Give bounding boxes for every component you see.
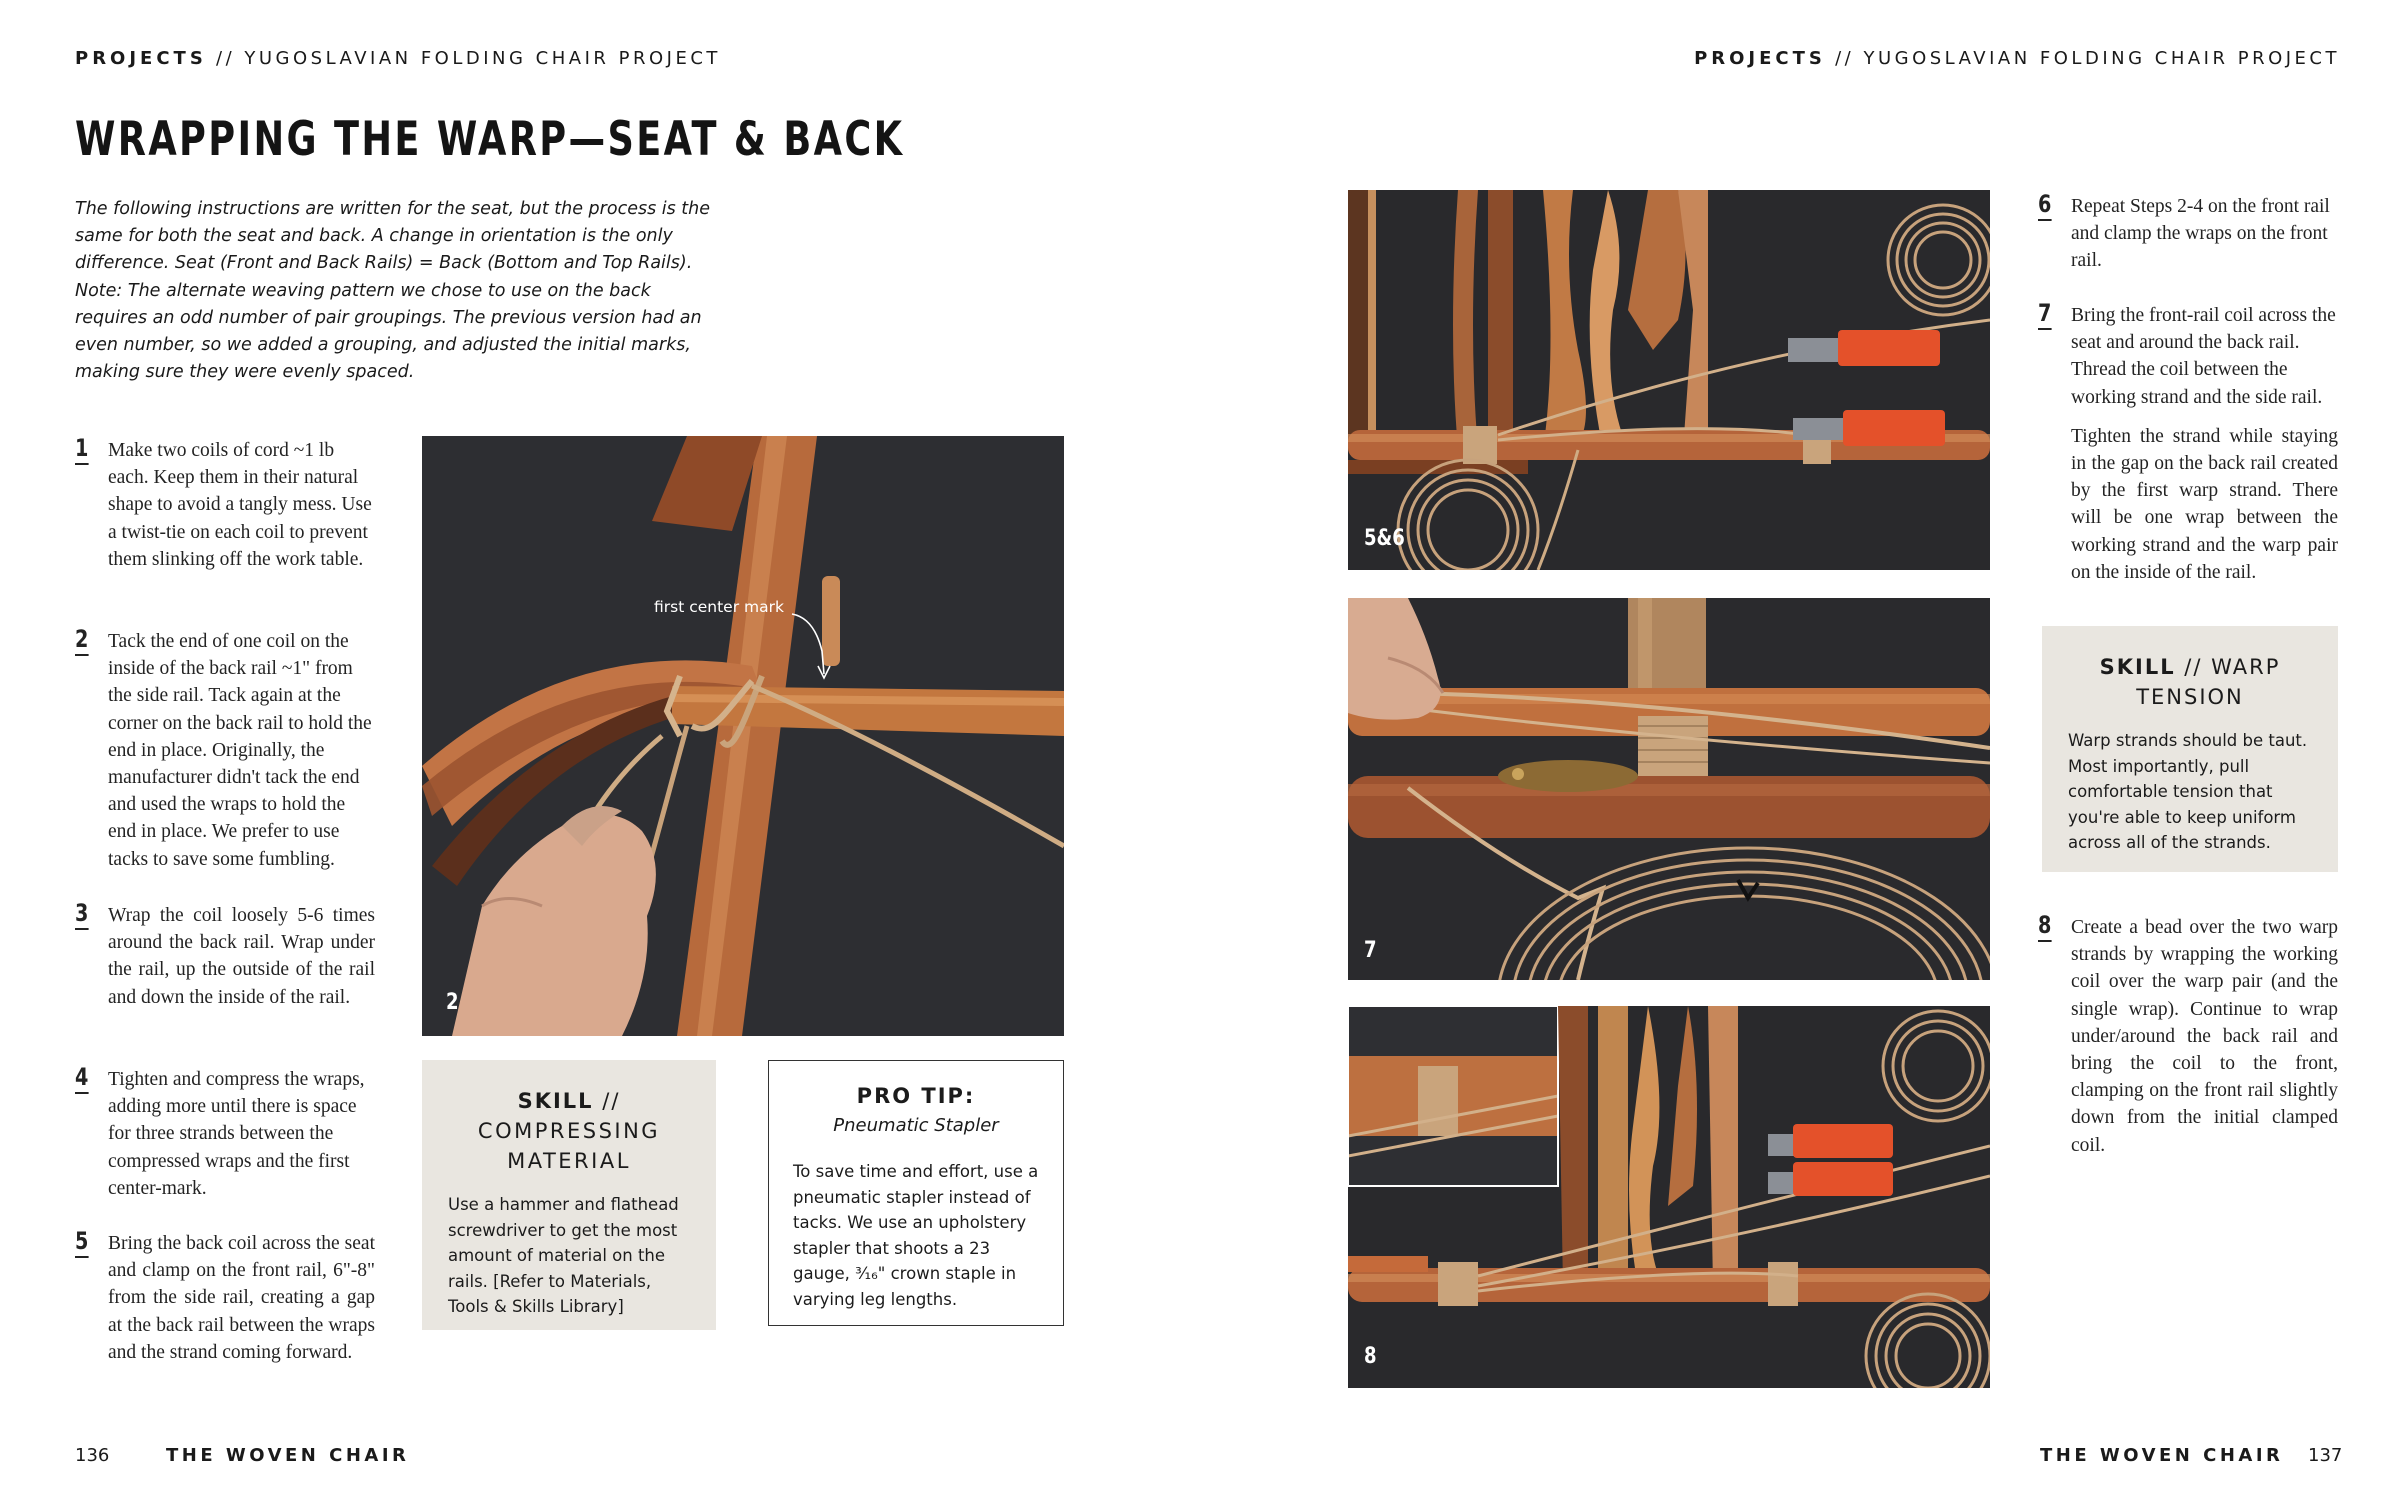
skill-box-compressing-material	[422, 1060, 716, 1330]
book-title-left: THE WOVEN CHAIR	[166, 1445, 410, 1466]
header-project: YUGOSLAVIAN FOLDING CHAIR PROJECT	[1863, 48, 2340, 69]
intro-paragraph: The following instructions are written for the seat, but the process is the same for both the seat and back. A change in orientation is the only difference. Seat (Front and Back Rails) = Back (Bottom and Top Rails). Note: The alternate weaving pattern we chose to use on the back requires an odd number of pair groupings. The previous version had an even number, so we added a grouping, and adjusted the initial marks, making sure they were evenly spaced.	[75, 199, 711, 383]
step-text: Repeat Steps 2-4 on the front rail and clamp the wraps on the front rail.	[2071, 196, 2330, 272]
box-body: Use a hammer and flathead screwdriver to get the most amount of material on the rails. [Refer to Materials, Tools & Skills Library]	[448, 1195, 679, 1316]
box-heading-sep: //	[593, 1089, 621, 1113]
rail-thread-illustration	[1348, 598, 1990, 980]
header-project: YUGOSLAVIAN FOLDING CHAIR PROJECT	[244, 48, 721, 69]
page-title: WRAPPING THE WARP—SEAT & BACK	[75, 112, 905, 167]
photo-label: 8	[1364, 1344, 1377, 1369]
step-text-block	[2071, 302, 2338, 598]
photo-label: 7	[1364, 938, 1377, 963]
box-heading-topic: COMPRESSING MATERIAL	[477, 1119, 661, 1173]
photo-step-2	[422, 436, 1064, 1036]
step-number: 5	[75, 1227, 88, 1258]
box-heading-topic: WARP TENSION	[2136, 655, 2281, 709]
skill-box-warp-tension	[2042, 626, 2338, 872]
chair-wrap-illustration	[422, 436, 1064, 1036]
step-number: 1	[75, 434, 88, 465]
step-text: Make two coils of cord ~1 lb each. Keep them in their natural shape to avoid a tangly mess. Use a twist-tie on each coil to prevent them slinking off the work table.	[108, 440, 372, 570]
step-number: 7	[2038, 299, 2051, 330]
header-separator: //	[1825, 48, 1864, 69]
step-number: 4	[75, 1063, 88, 1094]
photo-label: 2	[446, 990, 459, 1015]
running-header-left	[75, 48, 721, 69]
step-text: Tighten and compress the wraps, adding more until there is space for three strands between the compressed wraps and the first center-mark.	[108, 1069, 365, 1199]
photo-label: 5&6	[1364, 526, 1405, 551]
header-section: PROJECTS	[75, 48, 207, 69]
header-section: PROJECTS	[1694, 48, 1826, 69]
step-text: Tack the end of one coil on the inside of the back rail ~1" from the side rail. Tack again at the corner on the back rail to hold the end in place. Originally, the manufacturer didn't tack the end and used the wraps to hold the end in place. We prefer to use tacks to save some fumbling.	[108, 631, 372, 870]
photo-step-7	[1348, 598, 1990, 980]
box-heading-sep: //	[2175, 655, 2212, 679]
box-body-text: To save time and effort, use a pneumatic stapler instead of tacks. We use an upholstery stapler that shoots a 23 gauge,	[793, 1162, 1039, 1283]
box-heading-skill: SKILL	[517, 1089, 594, 1113]
step-text-continued: Tighten the strand while staying in the gap on the back rail created by the first warp strand. There will be one wrap between the working strand and the warp pair on the inside of the rail.	[2071, 425, 2338, 583]
chair-clamp-illustration	[1348, 190, 1990, 570]
box-body-text-end: " crown staple in varying leg lengths.	[793, 1264, 1017, 1309]
step-number: 3	[75, 899, 88, 930]
box-heading	[2068, 652, 2312, 712]
box-heading-skill: SKILL	[2099, 655, 2176, 679]
step-number: 6	[2038, 190, 2051, 221]
box-body	[793, 1159, 1039, 1312]
step-text: Create a bead over the two warp strands by wrapping the working coil over the warp pair (and the single wrap). Continue to wrap under/around the back rail and bring the coil to the front, clamping on the front rail slightly down from the initial clamped coil.	[2071, 917, 2338, 1156]
step-text: Wrap the coil loosely 5-6 times around the back rail. Wrap under the rail, up the outside of the rail and down the inside of the rail.	[108, 905, 375, 1008]
box-heading: PRO TIP:	[856, 1084, 976, 1108]
box-subheading: Pneumatic Stapler	[833, 1115, 999, 1136]
pro-tip-box	[768, 1060, 1064, 1326]
box-heading	[448, 1086, 690, 1176]
bead-wrap-illustration	[1348, 1006, 1990, 1388]
photo-step-8	[1348, 1006, 1990, 1388]
step-text: Bring the back coil across the seat and clamp on the front rail, 6"-8" from the side rail, creating a gap at the back rail between the wraps and the strand coming forward.	[108, 1233, 375, 1363]
running-header-right	[1694, 48, 2340, 69]
page-number-right: 137	[2308, 1445, 2343, 1466]
header-separator: //	[206, 48, 245, 69]
book-title-right: THE WOVEN CHAIR	[2040, 1445, 2284, 1466]
step-number: 2	[75, 625, 88, 656]
page-number-left: 136	[75, 1445, 110, 1466]
photo-annotation: first center mark	[654, 598, 784, 616]
photo-steps-5-6	[1348, 190, 1990, 570]
box-body-fraction: ³⁄₁₆	[855, 1264, 878, 1283]
box-body: Warp strands should be taut. Most importantly, pull comfortable tension that you're able to keep uniform across all of the strands.	[2068, 731, 2308, 852]
step-text: Bring the front-rail coil across the seat and around the back rail. Thread the coil between the working strand and the side rail.	[2071, 305, 2336, 408]
step-number: 8	[2038, 911, 2051, 942]
